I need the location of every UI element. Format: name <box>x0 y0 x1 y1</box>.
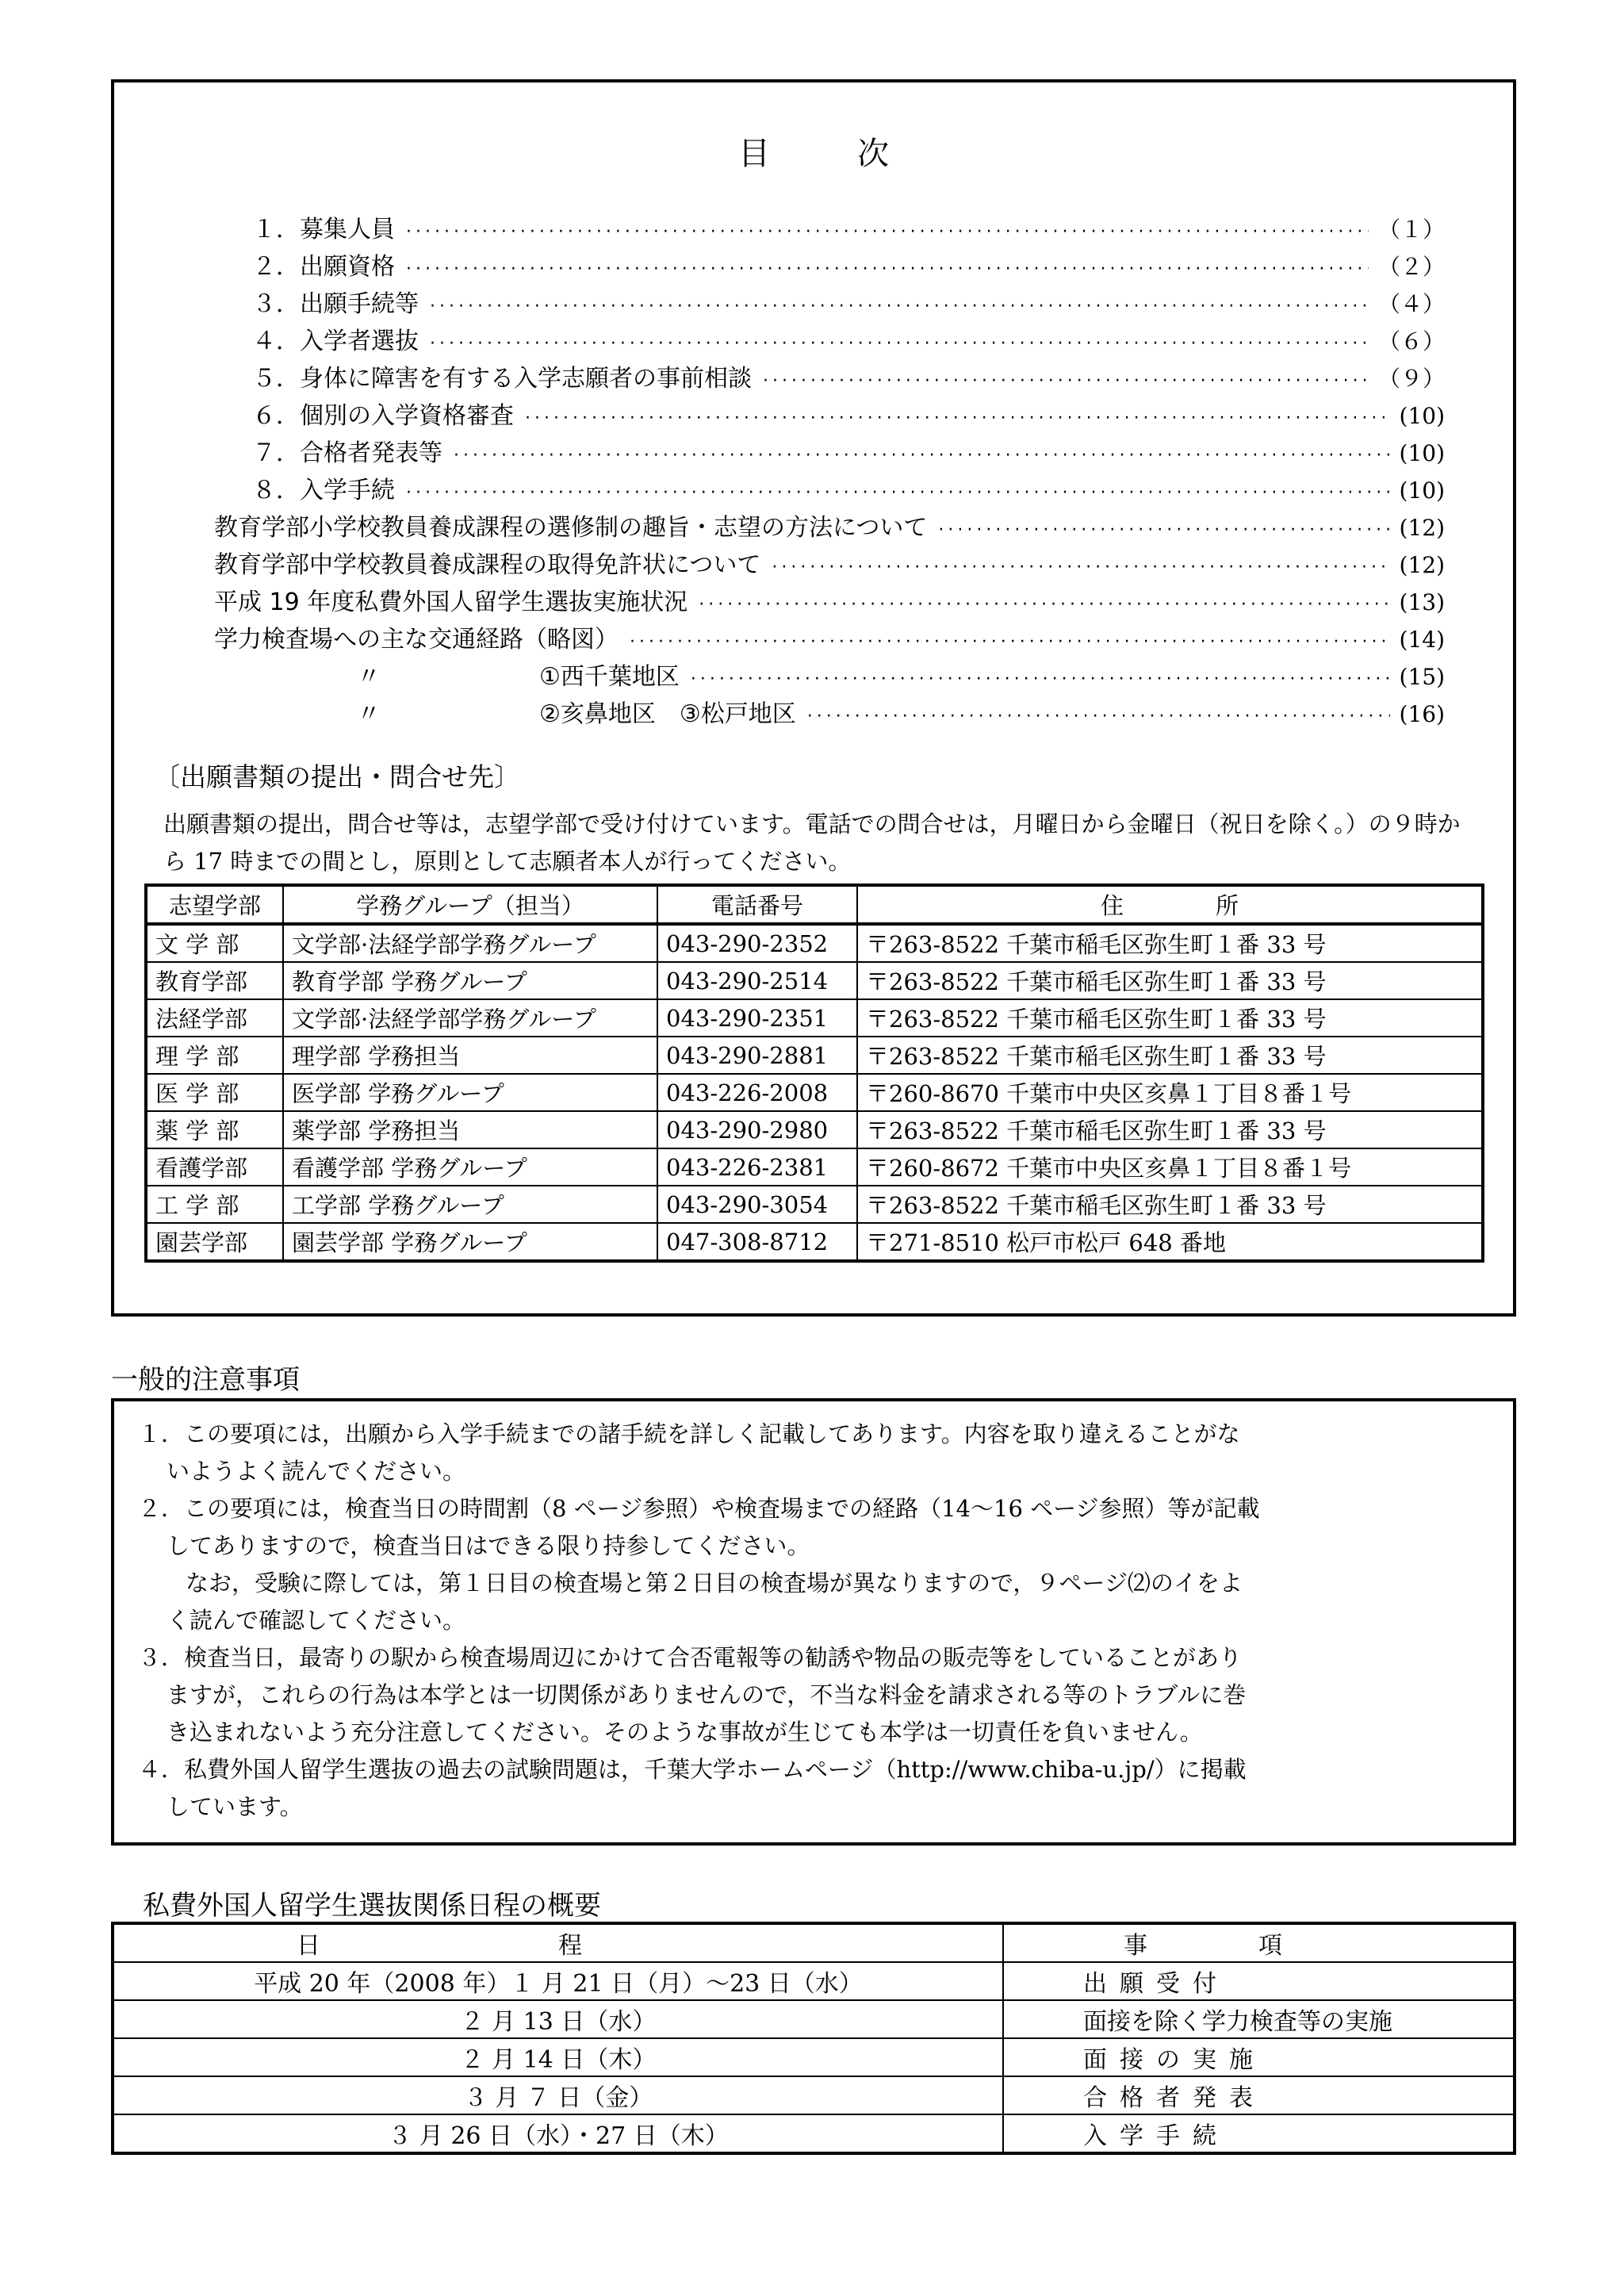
toc-item: ５．身体に障害を有する入学志願者の事前相談 ····· （９） <box>214 358 1445 396</box>
toc-item: ７．合格者発表等 ····· (10) <box>214 433 1445 470</box>
table-header-row: 日程 事項 <box>113 1923 1515 1962</box>
note-1: １．この要項には，出願から入学手続までの諸手続を詳しく記載してあります。内容を取り違えることがな いようよく読んでください。 <box>138 1420 1240 1485</box>
table-row: ２ 月 14 日（木） 面接の実施 <box>113 2038 1515 2076</box>
note-4: ４．私費外国人留学生選抜の過去の試験問題は，千葉大学ホームページ（http://www.chiba-u.jp/）に掲載 しています。 <box>138 1756 1247 1820</box>
toc-item: １．募集人員 ····· （１） <box>214 209 1445 247</box>
contact-description: 出願書類の提出，問合せ等は，志望学部で受け付けています。電話での問合せは，月曜日から金曜日（祝日を除く。）の９時から 17 時までの間とし，原則として志願者本人が行ってください。 <box>163 811 1461 875</box>
toc-item: 〃 ①西千葉地区 ····· (15) <box>214 657 1445 694</box>
table-row: 看護学部 看護学部 学務グループ 043-226-2381 〒260-8672 千葉市中央区亥鼻１丁目８番１号 <box>146 1148 1483 1186</box>
table-row: 平成 20 年（2008 年）１ 月 21 日（月）〜23 日（水） 出願受付 <box>113 1962 1515 2000</box>
toc-item: 平成 19 年度私費外国人留学生選抜実施状況 ····· (13) <box>214 582 1445 619</box>
toc-item: ４．入学者選抜 ····· （６） <box>214 321 1445 358</box>
toc-item: ２．出願資格 ····· （２） <box>214 247 1445 284</box>
toc-item: 学力検査場への主な交通経路（略図） ····· (14) <box>214 619 1445 657</box>
toc-contact-box <box>111 79 1516 1317</box>
toc-item: ３．出願手続等 ····· （４） <box>214 284 1445 321</box>
table-row: 法経学部 文学部·法経学部学務グループ 043-290-2351 〒263-8522 千葉市稲毛区弥生町１番 33 号 <box>146 999 1483 1037</box>
ditto-mark: 〃 <box>357 700 381 728</box>
note-2: ２．この要項には，検査当日の時間割（8 ページ参照）や検査場までの経路（14〜16 ページ参照）等が記載 してありますので，検査当日はできる限り持参してください。 なお，受験に際しては，第１日目の検査場と第２日目の検査場が異なりますので，９ページ⑵のイをよ く読んで確認してください。 <box>138 1495 1260 1634</box>
toc-item: 〃 ②亥鼻地区 ③松戸地区 ····· (16) <box>214 694 1445 731</box>
schedule-table <box>111 1922 1516 2155</box>
table-header-row: 志望学部 学務グループ（担当） 電話番号 住 所 <box>146 885 1483 924</box>
table-row: 園芸学部 園芸学部 学務グループ 047-308-8712 〒271-8510 松戸市松戸 648 番地 <box>146 1223 1483 1261</box>
note-3: ３．検査当日，最寄りの駅から検査場周辺にかけて合否電報等の勧誘や物品の販売等をしていることがあり ますが，これらの行為は本学とは一切関係がありませんので，不当な料金を請求される等のトラブルに巻 き込まれないよう充分注意してください。そのような事故が生じても本学は一切責任を負いません。 <box>138 1644 1247 1746</box>
table-row: 工 学 部 工学部 学務グループ 043-290-3054 〒263-8522 千葉市稲毛区弥生町１番 33 号 <box>146 1186 1483 1223</box>
table-row: ２ 月 13 日（水） 面接を除く学力検査等の実施 <box>113 2000 1515 2038</box>
toc-item: ８．入学手続 ····· (10) <box>214 470 1445 508</box>
table-row: 理 学 部 理学部 学務担当 043-290-2881 〒263-8522 千葉市稲毛区弥生町１番 33 号 <box>146 1037 1483 1074</box>
schedule-heading: 私費外国人留学生選抜関係日程の概要 <box>143 1890 601 1922</box>
table-row: ３ 月 ７ 日（金） 合格者発表 <box>113 2076 1515 2114</box>
table-row: 文 学 部 文学部·法経学部学務グループ 043-290-2352 〒263-8522 千葉市稲毛区弥生町１番 33 号 <box>146 924 1483 962</box>
table-row: 薬 学 部 薬学部 学務担当 043-290-2980 〒263-8522 千葉市稲毛区弥生町１番 33 号 <box>146 1111 1483 1148</box>
table-row: ３ 月 26 日（水）・27 日（木） 入学手続 <box>113 2114 1515 2153</box>
toc-item: 教育学部中学校教員養成課程の取得免許状について ····· (12) <box>214 545 1445 582</box>
homepage-link: 千葉大学ホームページ <box>644 1756 874 1783</box>
notes-box <box>111 1398 1516 1846</box>
notes-heading: 一般的注意事項 <box>111 1364 300 1396</box>
table-row: 医 学 部 医学部 学務グループ 043-226-2008 〒260-8670 千葉市中央区亥鼻１丁目８番１号 <box>146 1074 1483 1111</box>
contact-table <box>144 884 1484 1263</box>
toc-title: 目次 <box>738 136 976 172</box>
table-row: 教育学部 教育学部 学務グループ 043-290-2514 〒263-8522 千葉市稲毛区弥生町１番 33 号 <box>146 962 1483 999</box>
ditto-mark: 〃 <box>357 663 381 691</box>
table-of-contents <box>214 209 1445 731</box>
contact-heading: 〔出願書類の提出・問合せ先〕 <box>154 761 520 792</box>
toc-item: ６．個別の入学資格審査 ····· (10) <box>214 396 1445 433</box>
toc-item: 教育学部小学校教員養成課程の選修制の趣旨・志望の方法について ····· (12) <box>214 508 1445 545</box>
